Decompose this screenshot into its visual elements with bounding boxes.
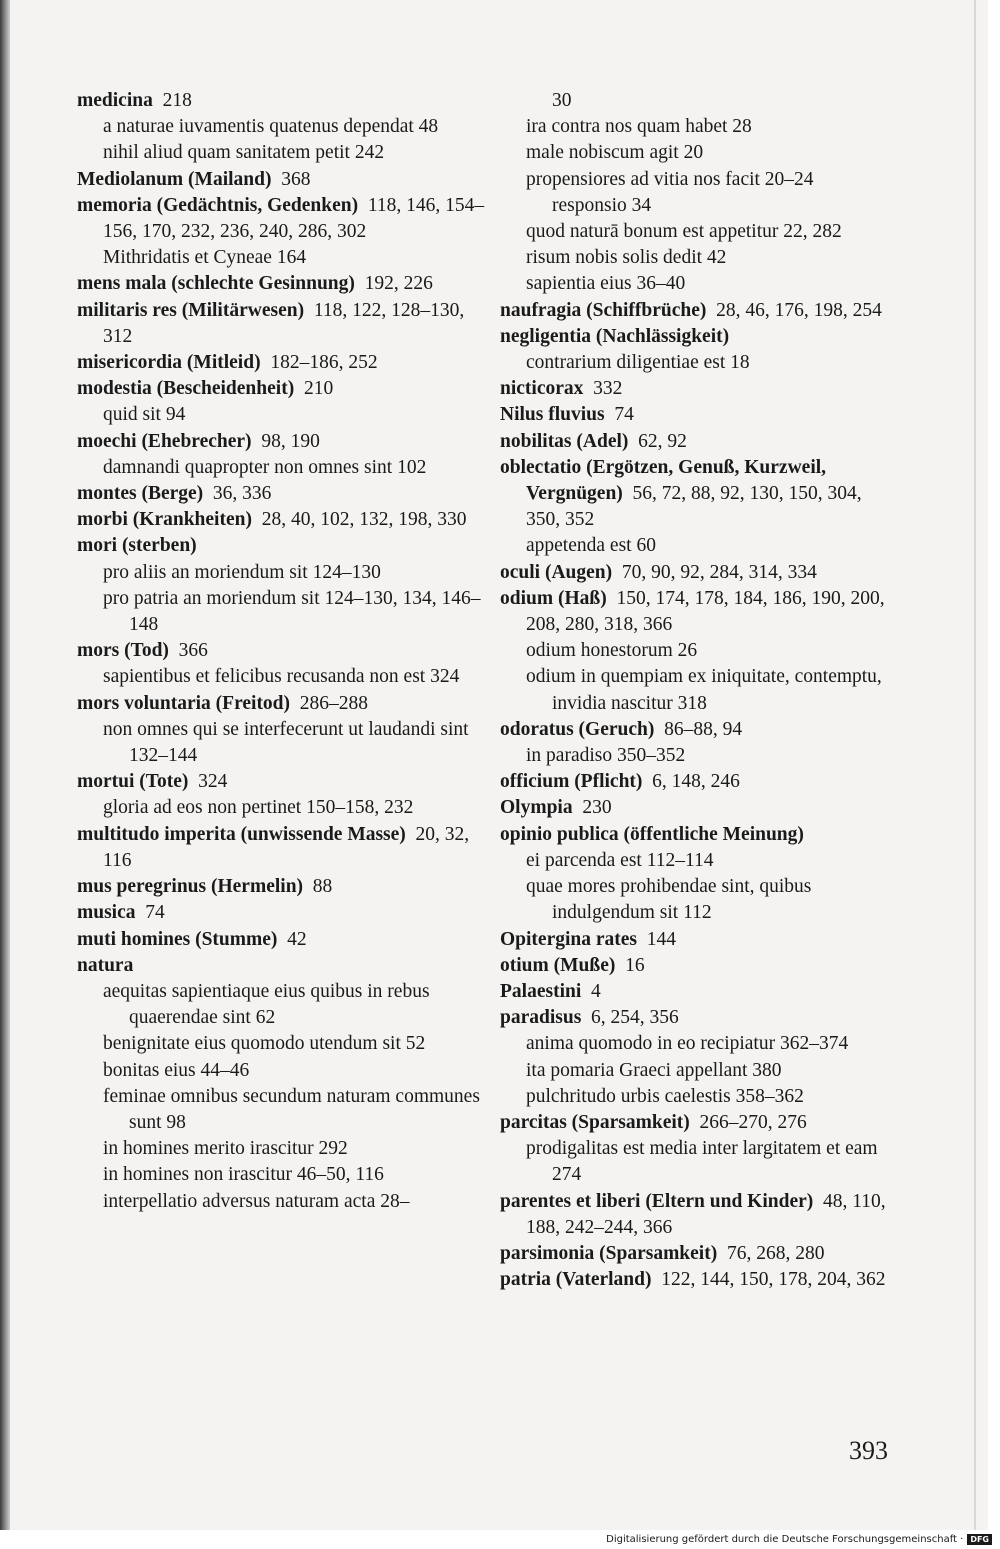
index-references: 30	[552, 90, 572, 111]
index-references: aequitas sapientiaque eius quibus in rebus quaerendae sint 62	[103, 980, 430, 1029]
index-subentry	[77, 560, 487, 586]
index-subentry	[77, 1058, 487, 1084]
index-headword: moechi (Ehebrecher)	[77, 430, 252, 452]
index-subentry	[77, 1084, 487, 1136]
index-column-left	[77, 88, 487, 1215]
index-subentry	[77, 1031, 487, 1057]
index-headword: opinio publica (öffentliche Meinung)	[500, 823, 804, 845]
index-headword: parsimonia (Sparsamkeit)	[500, 1242, 718, 1264]
index-headword: parcitas (Sparsamkeit)	[500, 1111, 690, 1133]
index-references: 192, 226	[364, 273, 433, 295]
page-edge	[974, 0, 976, 1530]
index-subentry	[500, 167, 900, 193]
index-headword: militaris res (Militärwesen)	[77, 299, 305, 321]
index-references: sapientia eius 36–40	[526, 273, 686, 295]
index-entry	[77, 691, 487, 717]
index-entry	[77, 429, 487, 455]
index-entry	[77, 769, 487, 795]
index-entry	[500, 324, 900, 350]
index-references: sapientibus et felicibus recusanda non est 324	[103, 666, 460, 688]
index-subentry	[500, 271, 900, 297]
index-references: 286–288	[299, 692, 369, 714]
index-references: a naturae iuvamentis quatenus dependat 48	[103, 116, 439, 138]
index-column-right	[500, 88, 900, 1293]
index-entry	[500, 927, 900, 953]
index-references: quod naturā bonum est appetitur 22, 282	[526, 221, 842, 243]
index-entry	[500, 429, 900, 455]
index-headword: Opitergina rates	[500, 928, 638, 950]
index-references: 76, 268, 280	[726, 1242, 825, 1264]
index-headword: mus peregrinus (Hermelin)	[77, 876, 304, 898]
index-references: 28, 46, 176, 198, 254	[716, 299, 882, 321]
index-headword: memoria (Gedächtnis, Gedenken)	[77, 194, 359, 216]
index-references: male nobiscum agit 20	[526, 142, 704, 164]
index-references: 118, 122, 128–130, 312	[103, 299, 465, 347]
index-references: 118, 146, 154–156, 170, 232, 236, 240, 286, 302	[103, 194, 485, 243]
index-subentry	[500, 874, 900, 926]
index-headword: morbi (Krankheiten)	[77, 509, 252, 531]
index-entry	[77, 822, 487, 874]
index-references: 86–88, 94	[664, 718, 743, 740]
index-subentry	[77, 1136, 487, 1162]
dfg-logo: DFG	[967, 1534, 992, 1545]
index-references: 62, 92	[638, 430, 687, 452]
index-references: 98, 190	[261, 430, 320, 452]
index-entry	[500, 1189, 900, 1241]
index-subentry	[77, 455, 487, 481]
index-references: gloria ad eos non pertinet 150–158, 232	[103, 797, 414, 819]
index-references: 20, 32, 116	[103, 823, 470, 871]
index-references: 88	[312, 876, 333, 898]
index-references: 6, 254, 356	[591, 1007, 679, 1029]
index-entry	[77, 271, 487, 297]
index-references: feminae omnibus secundum naturam communes sunt 98	[103, 1085, 480, 1133]
index-subentry	[77, 245, 487, 271]
index-subentry	[500, 114, 900, 140]
index-entry	[500, 769, 900, 795]
index-subentry	[77, 586, 487, 638]
index-entry	[500, 1110, 900, 1136]
index-headword: muti homines (Stumme)	[77, 928, 278, 950]
index-subentry	[77, 114, 487, 140]
index-references: 48, 110, 188, 242–244, 366	[526, 1190, 886, 1238]
index-references: 218	[162, 90, 192, 111]
index-references: 332	[593, 378, 623, 400]
index-headword: negligentia (Nachlässigkeit)	[500, 325, 730, 347]
index-references: quae mores prohibendae sint, quibus indulgendum sit 112	[526, 876, 812, 924]
index-references: 74	[614, 404, 634, 426]
index-references: damnandi quapropter non omnes sint 102	[103, 456, 427, 478]
index-entry	[77, 874, 487, 900]
index-headword: nobilitas (Adel)	[500, 430, 629, 452]
index-headword: multitudo imperita (unwissende Masse)	[77, 823, 406, 845]
index-headword: mens mala (schlechte Gesinnung)	[77, 273, 355, 295]
index-entry	[500, 560, 900, 586]
index-references: risum nobis solis dedit 42	[526, 247, 727, 269]
index-subentry	[500, 350, 900, 376]
index-headword: Palaestini	[500, 980, 582, 1002]
index-references: anima quomodo in eo recipiatur 362–374	[526, 1033, 849, 1055]
index-references: appetenda est 60	[526, 535, 656, 557]
index-entry	[77, 953, 487, 979]
index-references: ira contra nos quam habet 28	[526, 116, 752, 138]
index-headword: otium (Muße)	[500, 954, 616, 976]
index-entry	[77, 193, 487, 245]
page-number: 393	[849, 1436, 888, 1465]
index-entry	[77, 638, 487, 664]
index-subentry	[500, 1136, 900, 1188]
index-entry	[500, 402, 900, 428]
index-subentry	[77, 664, 487, 690]
index-subentry	[500, 1031, 900, 1057]
index-subentry	[500, 88, 900, 114]
index-headword: mortui (Tote)	[77, 771, 189, 793]
index-references: 28, 40, 102, 132, 198, 330	[261, 509, 467, 531]
index-references: 150, 174, 178, 184, 186, 190, 200, 208, 280, 318, 366	[526, 587, 885, 636]
index-references: responsio 34	[552, 194, 652, 216]
index-entry	[500, 795, 900, 821]
index-entry	[77, 350, 487, 376]
index-headword: mori (sterben)	[77, 535, 197, 557]
index-references: pulchritudo urbis caelestis 358–362	[526, 1085, 804, 1107]
index-subentry	[500, 1084, 900, 1110]
index-headword: misericordia (Mitleid)	[77, 352, 261, 374]
index-references: propensiores ad vitia nos facit 20–24	[526, 168, 814, 190]
index-references: contrarium diligentiae est 18	[526, 352, 750, 374]
index-entry	[77, 927, 487, 953]
index-entry	[500, 822, 900, 848]
index-references: ita pomaria Graeci appellant 380	[526, 1059, 782, 1081]
index-references: 70, 90, 92, 284, 314, 334	[621, 561, 817, 583]
index-entry	[77, 481, 487, 507]
index-references: in homines merito irascitur 292	[103, 1138, 348, 1160]
index-entry	[500, 1267, 900, 1293]
index-subentry	[500, 245, 900, 271]
footer-credit-text: Digitalisierung gefördert durch die Deutsche Forschungsgemeinschaft ·	[606, 1534, 964, 1545]
index-entry	[500, 1241, 900, 1267]
index-references: 36, 336	[212, 483, 272, 505]
index-entry	[77, 376, 487, 402]
index-subentry	[77, 402, 487, 428]
index-references: ei parcenda est 112–114	[526, 849, 714, 871]
index-headword: oculi (Augen)	[500, 561, 613, 583]
index-references: 6, 148, 246	[652, 771, 740, 793]
index-subentry	[77, 979, 487, 1031]
index-headword: Nilus fluvius	[500, 404, 605, 426]
index-subentry	[77, 717, 487, 769]
index-entry	[500, 298, 900, 324]
index-references: 16	[625, 954, 645, 976]
index-subentry	[500, 193, 900, 219]
index-subentry	[77, 795, 487, 821]
index-entry	[500, 717, 900, 743]
index-subentry	[500, 638, 900, 664]
index-references: nihil aliud quam sanitatem petit 242	[103, 142, 385, 164]
index-headword: naufragia (Schiffbrüche)	[500, 299, 707, 321]
index-references: 266–270, 276	[699, 1111, 807, 1133]
index-subentry	[500, 743, 900, 769]
index-references: 122, 144, 150, 178, 204, 362	[661, 1269, 886, 1291]
index-references: Mithridatis et Cyneae 164	[103, 247, 307, 269]
index-subentry	[500, 140, 900, 166]
index-references: bonitas eius 44–46	[103, 1059, 250, 1081]
index-references: interpellatio adversus naturam acta 28–	[103, 1190, 410, 1212]
index-entry	[77, 533, 487, 559]
index-headword: officium (Pflicht)	[500, 771, 643, 793]
index-entry	[77, 298, 487, 350]
index-headword: parentes et liberi (Eltern und Kinder)	[500, 1190, 814, 1212]
index-references: prodigalitas est media inter largitatem et eam 274	[526, 1138, 878, 1186]
index-headword: paradisus	[500, 1007, 582, 1029]
index-references: 144	[646, 928, 677, 950]
index-entry	[500, 979, 900, 1005]
index-references: pro aliis an moriendum sit 124–130	[103, 561, 381, 583]
index-headword: Mediolanum (Mailand)	[77, 168, 272, 190]
index-entry	[77, 900, 487, 926]
index-references: 42	[287, 928, 307, 950]
index-headword: nicticorax	[500, 378, 584, 400]
index-entry	[500, 1005, 900, 1031]
index-references: odium honestorum 26	[526, 640, 698, 662]
index-references: non omnes qui se interfecerunt ut laudandi sint 132–144	[103, 718, 469, 767]
index-references: benignitate eius quomodo utendum sit 52	[103, 1033, 426, 1055]
index-subentry	[77, 140, 487, 166]
index-headword: montes (Berge)	[77, 483, 204, 505]
index-subentry	[500, 664, 900, 716]
index-headword: medicina	[77, 90, 153, 111]
index-entry	[77, 507, 487, 533]
index-headword: oblectatio (Ergötzen, Genuß, Kurzweil, Vergnügen)	[500, 456, 827, 505]
index-entry	[77, 88, 487, 114]
index-headword: modestia (Bescheidenheit)	[77, 378, 295, 400]
index-references: 4	[591, 980, 601, 1002]
index-headword: patria (Vaterland)	[500, 1269, 652, 1291]
index-headword: musica	[77, 902, 136, 924]
index-subentry	[500, 533, 900, 559]
index-references: 74	[145, 902, 165, 924]
index-subentry	[500, 848, 900, 874]
index-headword: odoratus (Geruch)	[500, 718, 655, 740]
footer-bar	[0, 1530, 1000, 1549]
index-references: odium in quempiam ex iniquitate, contemptu, invidia nascitur 318	[526, 666, 882, 714]
index-references: 56, 72, 88, 92, 130, 150, 304, 350, 352	[526, 483, 862, 531]
index-references: 182–186, 252	[270, 352, 378, 374]
index-references: in homines non irascitur 46–50, 116	[103, 1164, 384, 1186]
index-references: quid sit 94	[103, 404, 186, 426]
index-headword: natura	[77, 954, 134, 976]
index-entry	[77, 167, 487, 193]
index-subentry	[500, 219, 900, 245]
index-references: 324	[198, 771, 228, 793]
index-subentry	[77, 1162, 487, 1188]
index-headword: mors (Tod)	[77, 640, 169, 662]
index-references: 366	[178, 640, 208, 662]
index-headword: mors voluntaria (Freitod)	[77, 692, 291, 714]
index-entry	[500, 953, 900, 979]
index-subentry	[500, 1058, 900, 1084]
index-entry	[500, 376, 900, 402]
index-references: 210	[303, 378, 334, 400]
book-spine-shadow	[0, 0, 10, 1530]
index-references: 368	[281, 168, 311, 190]
index-references: 230	[582, 797, 612, 819]
index-headword: Olympia	[500, 797, 573, 819]
index-entry	[500, 586, 900, 638]
index-references: in paradiso 350–352	[526, 745, 686, 767]
index-references: pro patria an moriendum sit 124–130, 134, 146–148	[103, 587, 481, 636]
index-entry	[500, 455, 900, 534]
index-subentry	[77, 1189, 487, 1215]
index-headword: odium (Haß)	[500, 587, 607, 609]
